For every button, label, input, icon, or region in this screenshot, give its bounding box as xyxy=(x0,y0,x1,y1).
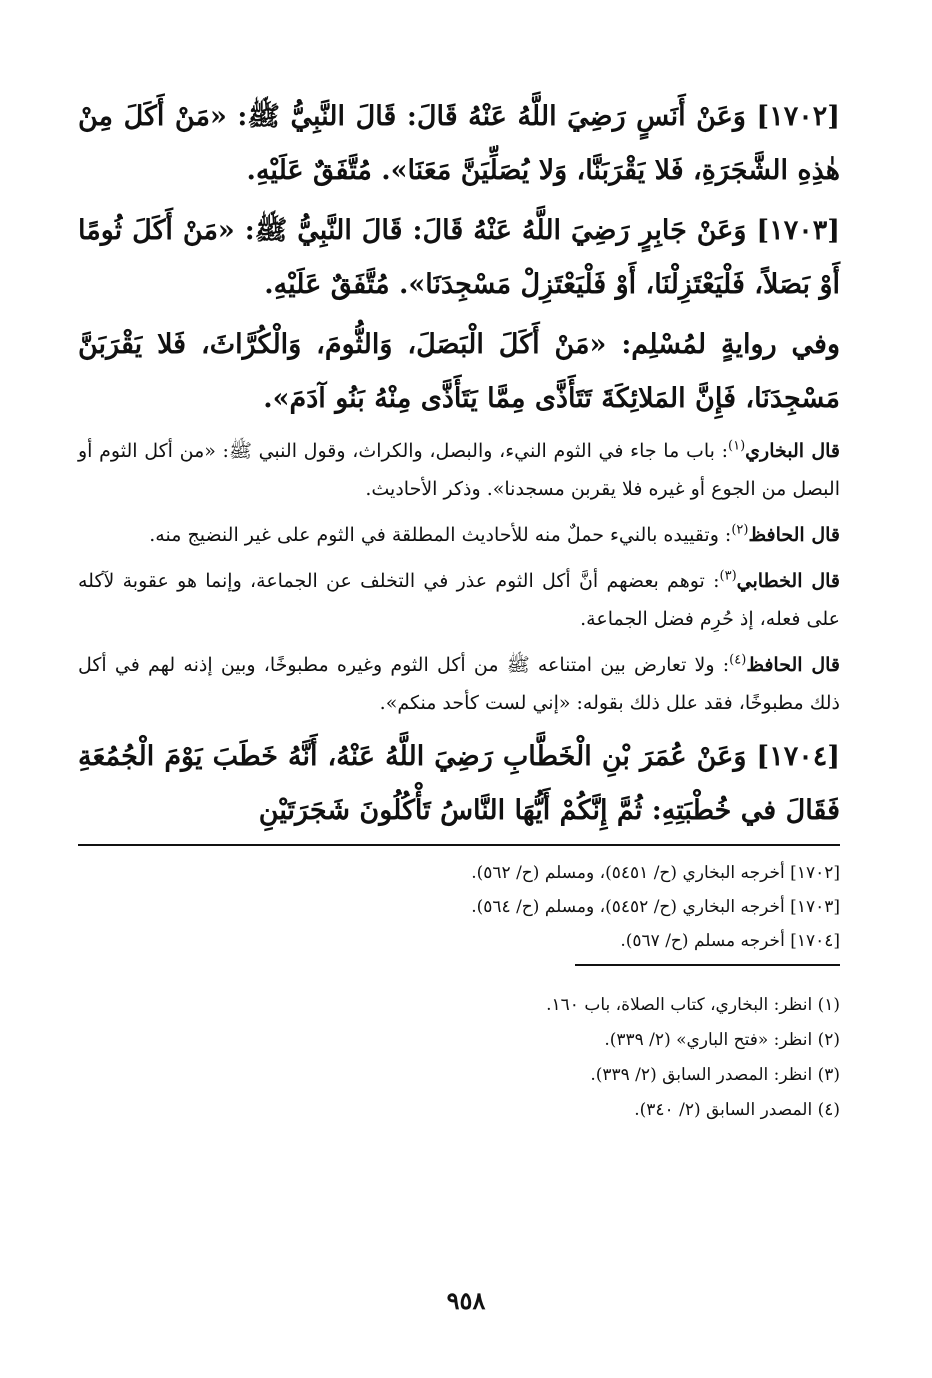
page-number: ٩٥٨ xyxy=(446,1286,486,1315)
commentary-author: قال البخاري xyxy=(745,440,840,462)
page-body xyxy=(78,90,840,1128)
hadith-1702: [١٧٠٢] وَعَنْ أَنَسٍ رَضِيَ اللَّهُ عَنْهُ قَالَ: قَالَ النَّبِيُّ ﷺ: «مَنْ أَكَلَ مِنْ هٰذِهِ الشَّجَرَةِ، فَلا يَقْرَبَنَّا، وَلا يُصَلِّيَنَّ مَعَنَا». مُتَّفَقٌ عَلَيْهِ. xyxy=(78,101,840,186)
footnote-1: (١) انظر: البخاري، كتاب الصلاة، باب ١٦٠. xyxy=(546,995,840,1015)
footnote-ref: (١) xyxy=(728,438,746,454)
commentary-author: قال الحافظ xyxy=(746,654,841,676)
commentary-author: قال الخطابي xyxy=(736,570,840,592)
takhrij-1703: [١٧٠٣] أخرجه البخاري (ح/ ٥٤٥٢)، ومسلم (ح/ ٥٦٤). xyxy=(471,897,840,917)
hadith-1703-muslim-narration: وفي روايةٍ لمُسْلِم: «مَنْ أَكَلَ الْبَصَلَ، وَالثُّومَ، وَالْكُرَّاثَ، فَلا يَقْرَبَنَّ مَسْجِدَنَا، فَإِنَّ المَلائِكَةَ تَتَأَذَّى مِمَّا يَتَأَذَّى مِنْهُ بَنُو آدَمَ». xyxy=(78,329,840,414)
footnote-divider xyxy=(575,964,840,966)
takhrij-1702: [١٧٠٢] أخرجه البخاري (ح/ ٥٤٥١)، ومسلم (ح/ ٥٦٢). xyxy=(471,863,840,883)
footnote-ref: (٤) xyxy=(729,652,747,668)
commentary-khattabi xyxy=(78,562,840,638)
hadith-1703: [١٧٠٣] وَعَنْ جَابِرٍ رَضِيَ اللَّهُ عَنْهُ قَالَ: قَالَ النَّبِيُّ ﷺ: «مَنْ أَكَلَ ثُومًا أَوْ بَصَلاً، فَلْيَعْتَزِلْنَا، أَوْ فَلْيَعْتَزِلْ مَسْجِدَنَا». مُتَّفَقٌ عَلَيْهِ. xyxy=(78,215,840,300)
commentary-bukhari xyxy=(78,432,840,508)
takhrij-1704: [١٧٠٤] أخرجه مسلم (ح/ ٥٦٧). xyxy=(620,931,840,951)
footnote-ref: (٢) xyxy=(731,522,749,538)
footnote-4: (٤) المصدر السابق (٢/ ٣٤٠). xyxy=(634,1100,840,1120)
footnotes-list xyxy=(78,988,840,1128)
commentary-text: : باب ما جاء في الثوم النيء، والبصل، والكراث، وقول النبي ﷺ: «من أكل الثوم أو البصل من الجوع أو غيره فلا يقربن مسجدنا». وذكر الأحاديث. xyxy=(78,440,840,500)
footnote-ref: (٣) xyxy=(719,568,737,584)
commentary-hafiz-2 xyxy=(78,646,840,722)
commentary-text: : توهم بعضهم أنَّ أكل الثوم عذر في التخلف عن الجماعة، وإنما هو عقوبة لآكله على فعله، إذ حُرِم فضل الجماعة. xyxy=(78,570,840,630)
hadith-1704: [١٧٠٤] وَعَنْ عُمَرَ بْنِ الْخَطَّابِ رَضِيَ اللَّهُ عَنْهُ، أَنَّهُ خَطَبَ يَوْمَ الْجُمُعَةِ فَقَالَ في خُطْبَتِهِ: ثُمَّ إِنَّكُمْ أَيُّهَا النَّاسُ تَأْكُلُونَ شَجَرَتَيْنِ xyxy=(78,741,840,826)
commentary-hafiz-1 xyxy=(78,516,840,554)
commentary-text: : وتقييده بالنيء حملٌ منه للأحاديث المطلقة في الثوم على غير النضيج منه. xyxy=(149,524,732,546)
commentary-text: : ولا تعارض بين امتناعه ﷺ من أكل الثوم وغيره مطبوخًا، وبين إذنه لهم في أكل ذلك مطبوخًا، فقد علل ذلك بقوله: «إني لست كأحد منكم». xyxy=(78,654,840,714)
divider xyxy=(78,844,840,846)
commentary-author: قال الحافظ xyxy=(748,524,840,546)
footnote-2: (٢) انظر: «فتح الباري» (٢/ ٣٣٩). xyxy=(604,1030,840,1050)
footnote-3: (٣) انظر: المصدر السابق (٢/ ٣٣٩). xyxy=(590,1065,840,1085)
